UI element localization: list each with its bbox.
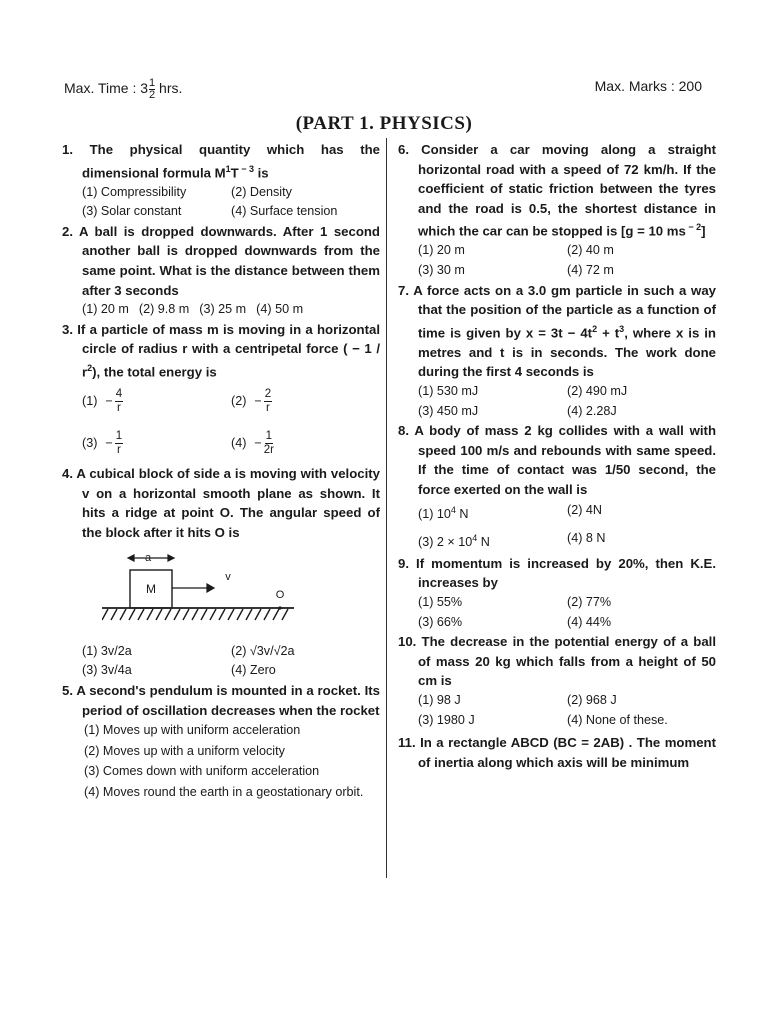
options (62, 720, 380, 802)
option: (4) 8 N (567, 530, 606, 545)
hatch-mark (165, 609, 171, 620)
hatch-mark (201, 609, 207, 620)
option: (1) Compressibility (82, 184, 187, 199)
option: (3) − $\frac{1}{r}$ (82, 430, 123, 457)
option: (1) 20 m (418, 243, 465, 258)
max-time: Max. Time : 3 $\frac{1}{2}$ hrs. (64, 77, 183, 101)
options (62, 183, 380, 222)
hatch-mark (102, 609, 108, 620)
column-divider (386, 138, 387, 878)
option: (4) Zero (231, 663, 276, 678)
question-stem: 5. A second's pendulum is mounted in a rocket. Its period of oscillation decreases when the rocket (62, 683, 380, 718)
hatch-mark (264, 609, 270, 620)
option: (3) 450 mJ (418, 403, 479, 418)
option: (1) 20 m (82, 302, 129, 317)
hatch-mark (147, 609, 153, 620)
option: (3) 30 m (418, 262, 465, 277)
option: (4) Surface tension (231, 204, 338, 219)
question-stem: 4. A cubical block of side a is moving with velocity v on a horizontal smooth plane as shown. It hits a ridge at point O. The angular speed of the block after it hits O is (62, 465, 380, 540)
question-4 (62, 464, 380, 681)
option: (2) √3v/√2a (231, 643, 295, 658)
question-stem: 1. The physical quantity which has the dimensional formula $M^1T$ $^{- 3}$ is (62, 142, 380, 180)
question-stem: 7. A force acts on a 3.0 gm particle in such a way that the position of the particle as a function of time is given by $x = 3t - 4t^2 + t^3$, where x is in metres and t is in seconds. The work done during the first 4 seconds is (398, 282, 716, 380)
ground-hatch (102, 609, 288, 620)
option: (2) 968 J (567, 693, 617, 707)
hatch-mark (111, 609, 117, 620)
question-11 (398, 733, 716, 772)
hatch-mark (129, 609, 135, 620)
question-stem: 3. If a particle of mass m is moving in a horizontal circle of radius r with a centripetal force ( − $1 / r^2$), the total energy is (62, 321, 380, 380)
question-stem: 8. A body of mass 2 kg collides with a wall with speed 100 m/s and rebounds with same speed. If the time of contact was 1/50 second, the force exerted on the wall is (398, 423, 716, 497)
option: (4) 44% (567, 614, 612, 629)
question-7 (398, 281, 716, 422)
option: (2) 490 mJ (567, 383, 628, 398)
option: (1) 530 mJ (418, 383, 479, 398)
question-stem: 10. The decrease in the potential energy of a ball of mass 20 kg which falls from a height of 50 cm is (398, 634, 716, 689)
options (62, 642, 380, 681)
option: (4) 50 m (256, 302, 304, 317)
hatch-mark (156, 609, 162, 620)
hatch-mark (282, 609, 288, 620)
option: (1) 55% (418, 595, 463, 610)
hatch-mark (237, 609, 243, 620)
option: (2) Moves up with a uniform velocity (84, 743, 285, 758)
question-8 (398, 421, 716, 554)
hatch-mark (120, 609, 126, 620)
options (398, 499, 716, 553)
question-5 (62, 681, 380, 802)
question-2 (62, 222, 380, 320)
option: (4) None of these. (567, 712, 668, 727)
option: (2) 9.8 m (138, 302, 190, 317)
right-column (398, 140, 716, 772)
option: (3) $2 \times 10^4$ N (418, 532, 490, 549)
hatch-mark (192, 609, 198, 620)
option: (2) Density (231, 184, 292, 199)
time-fraction: $\frac{1}{2}$ (149, 77, 156, 101)
hatch-mark (183, 609, 189, 620)
option: (2) 77% (567, 595, 612, 610)
hatch-mark (273, 609, 279, 620)
max-marks: Max. Marks : 200 (594, 78, 702, 94)
option: (3) 25 m (199, 302, 247, 317)
question-10 (398, 632, 716, 730)
options (398, 691, 716, 730)
question-6 (398, 140, 716, 281)
option: (3) 1980 J (418, 712, 475, 727)
options (398, 241, 716, 280)
question-stem: 6. Consider a car moving along a straight horizontal road with a speed of 72 km/h. If the coefficient of static friction between the tyres and the road is 0.5, the shortest distance in which the car can be stopped is [g = 10 ms $^{- 2}$] (398, 142, 716, 239)
question-stem: 2. A ball is dropped downwards. After 1 second another ball is dropped downwards from the same point. What is the distance between them after 3 seconds (62, 223, 380, 298)
option: (1) 98 J (418, 693, 461, 707)
question-stem: 11. In a rectangle ABCD (BC = 2AB) . The moment of inertia along which axis will be minimum (398, 735, 716, 770)
question-stem: 9. If momentum is increased by 20%, then K.E. increases by (398, 555, 716, 591)
hatch-mark (228, 609, 234, 620)
point-label: O (275, 589, 285, 602)
hatch-mark (246, 609, 252, 620)
side-label: a (144, 552, 152, 565)
hatch-mark (138, 609, 144, 620)
option: (3) 66% (418, 614, 463, 629)
option: (2) − $\frac{2}{r}$ (231, 388, 272, 415)
options (62, 382, 380, 464)
hatch-mark (219, 609, 225, 620)
option: (4) Moves round the earth in a geostationary orbit. (84, 784, 364, 799)
hatch-mark (210, 609, 216, 620)
block-ridge-figure (102, 550, 302, 634)
option: (1) Moves up with uniform acceleration (84, 723, 301, 738)
options (398, 382, 716, 421)
option: (4) − $\frac{1}{2r}$ (231, 430, 274, 457)
option: (3) Comes down with uniform acceleration (84, 764, 320, 779)
option: (4) 72 m (567, 262, 614, 277)
option: (2) 40 m (567, 243, 614, 258)
hatch-mark (255, 609, 261, 620)
mass-label: M (146, 582, 156, 597)
question-3 (62, 320, 380, 464)
velocity-arrow (172, 584, 214, 592)
options (62, 300, 380, 320)
options (398, 593, 716, 632)
question-1 (62, 140, 380, 222)
left-column (62, 140, 380, 802)
velocity-label: v (225, 571, 231, 584)
option: (1) − $\frac{4}{r}$ (82, 388, 123, 415)
option: (1) $10^4$ N (418, 505, 469, 522)
question-9 (398, 554, 716, 632)
hatch-mark (174, 609, 180, 620)
option: (3) Solar constant (82, 204, 182, 219)
option: (2) 4N (567, 503, 602, 518)
option: (3) 3v/4a (82, 663, 132, 678)
part-title: (PART 1. PHYSICS) (295, 113, 473, 134)
option: (4) 2.28J (567, 403, 617, 418)
option: (1) 3v/2a (82, 643, 132, 658)
